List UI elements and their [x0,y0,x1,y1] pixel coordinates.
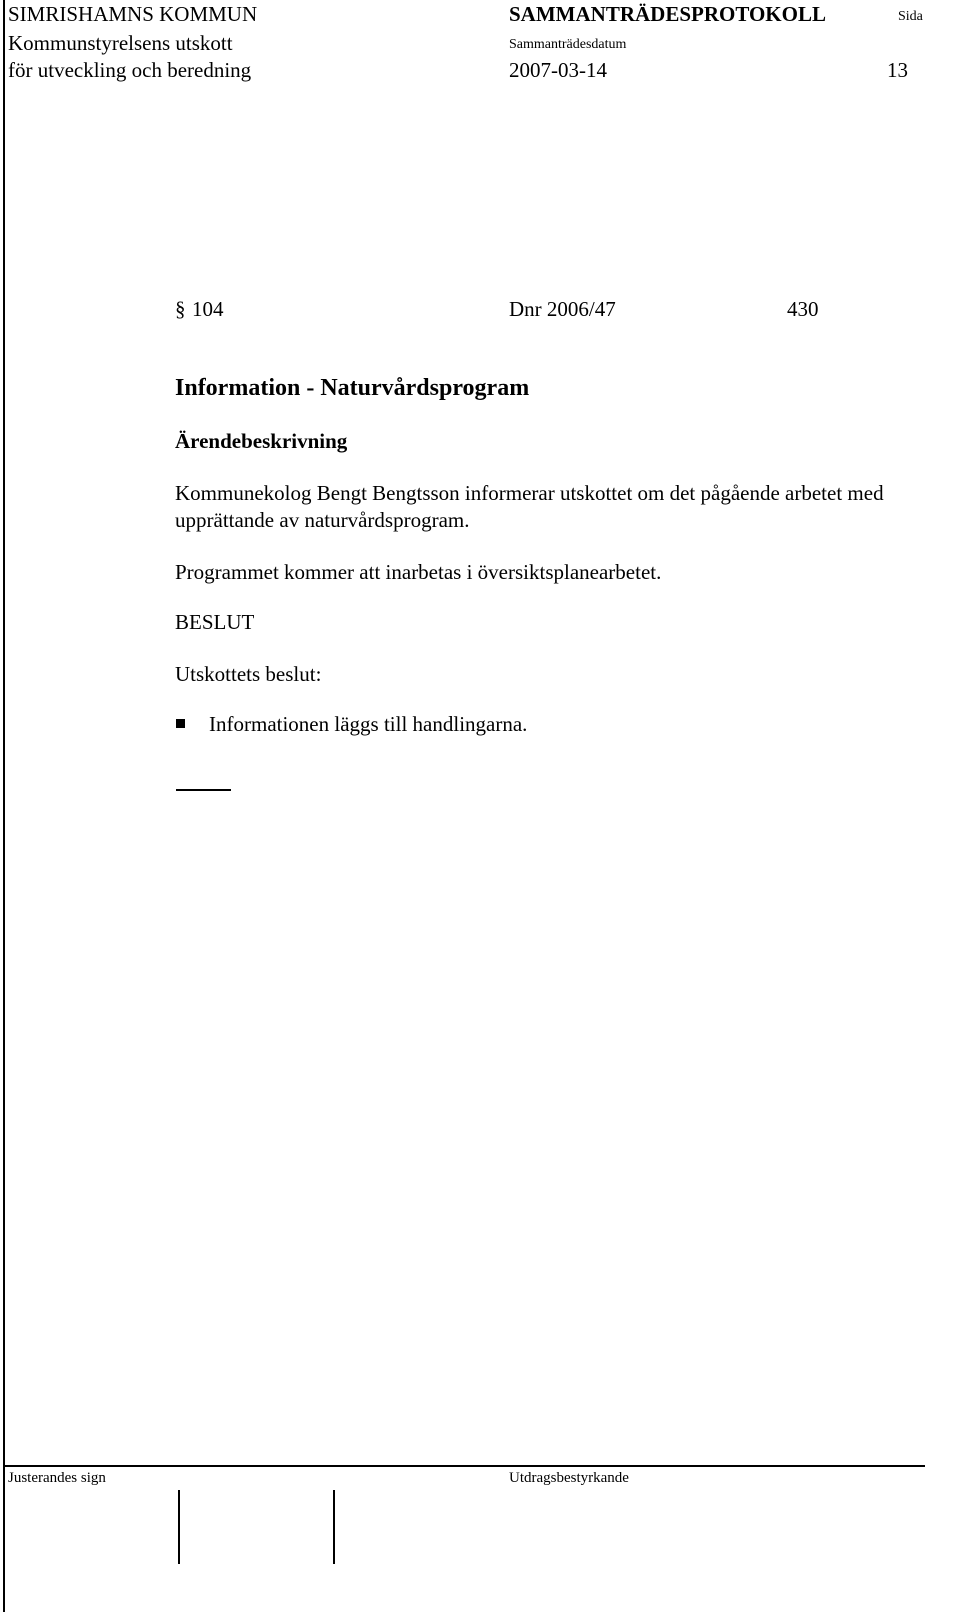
decision-intro: Utskottets beslut: [175,662,322,686]
description-heading: Ärendebeskrivning [175,429,348,453]
signature-box-divider-1 [178,1490,180,1564]
decision-item: Informationen läggs till handlingarna. [209,712,528,736]
page-number: 13 [887,58,908,82]
end-of-section-rule [176,789,231,791]
program-paragraph: Programmet kommer att inarbetas i översiktsplanearbetet. [175,560,662,584]
left-margin-rule [3,0,5,1612]
meeting-date: 2007-03-14 [509,58,607,82]
section-sign: § [175,297,186,321]
description-paragraph: Kommunekolog Bengt Bengtsson informerar utskottet om det pågående arbetet med upprättande av naturvårdsprogram. [175,481,884,532]
document-type: SAMMANTRÄDESPROTOKOLL [509,2,826,26]
signature-box-divider-2 [333,1490,335,1564]
section-number: 104 [192,297,224,321]
page-label: Sida [898,9,923,24]
footer-rule [3,1465,925,1467]
committee-line-2: för utveckling och beredning [8,58,252,82]
case-code: 430 [787,297,819,321]
date-label: Sammanträdesdatum [509,37,627,52]
bullet-square-icon [176,719,185,728]
case-title: Information - Naturvårdsprogram [175,375,530,401]
committee-line-1: Kommunstyrelsens utskott [8,31,233,55]
decision-heading: BESLUT [175,610,255,634]
case-number-row [175,296,830,322]
municipality-name: SIMRISHAMNS KOMMUN [8,2,258,26]
utdragsbestyrkande-label: Utdragsbestyrkande [509,1470,629,1486]
justerandes-sign-label: Justerandes sign [8,1470,106,1486]
diary-number: Dnr 2006/47 [509,297,616,321]
